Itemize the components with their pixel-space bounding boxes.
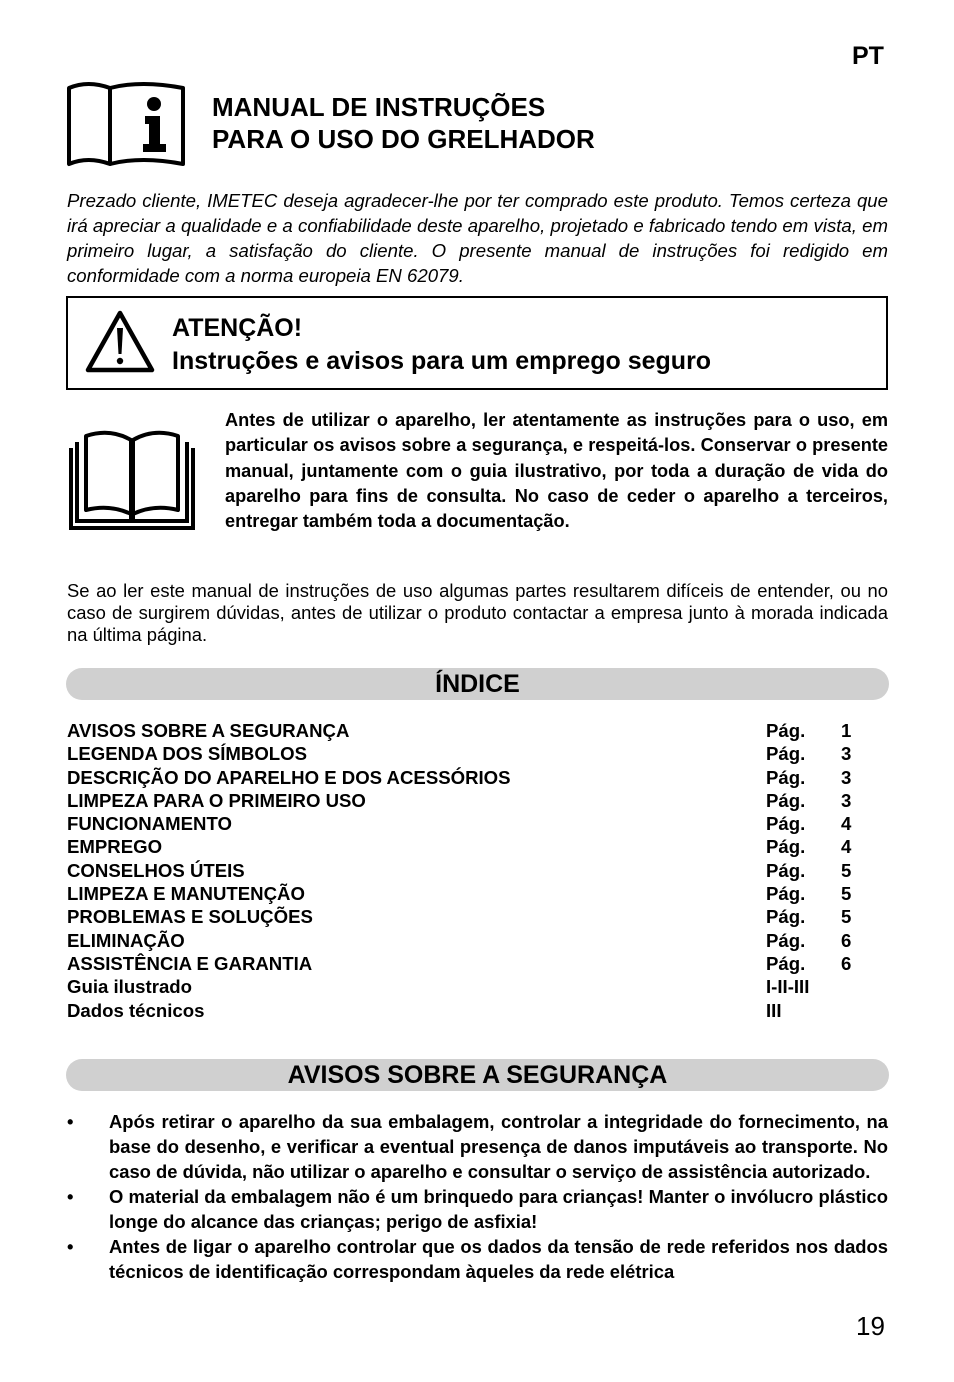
toc-entry [67,882,867,905]
toc-entry-label: CONSELHOS ÚTEIS [67,859,245,881]
bullet-icon: • [67,1186,74,1207]
toc-entry-page-number: 5 [841,883,852,905]
safety-warning-item [67,1234,888,1284]
table-of-contents [67,719,867,1022]
toc-entry-pag: III [766,999,782,1021]
toc-entry-pag: Pág. [766,766,806,788]
safety-warning-item [67,1109,888,1184]
warning-subtitle: Instruções e avisos para um emprego seguro [172,347,712,375]
toc-entry [67,952,867,975]
toc-entry [67,812,867,835]
index-heading: ÍNDICE [66,668,889,700]
toc-entry-pag: I-II-III [766,976,810,998]
toc-entry-label: Dados técnicos [67,999,205,1021]
toc-entry-label: LEGENDA DOS SÍMBOLOS [67,743,308,765]
toc-entry-pag: Pág. [766,743,806,765]
info-manual-icon [66,80,186,168]
toc-entry-pag: Pág. [766,906,806,928]
safety-warning-text: Após retirar o aparelho da sua embalagem, controlar a integridade do fornecimento, na base do desenho, e verificar a eventual presença de danos imputáveis ao transporte. No caso de dúvida, não utilizar o aparelho e consultar o serviço de assistência autorizado. [109,1111,888,1182]
toc-entry-label: DESCRIÇÃO DO APARELHO E DOS ACESSÓRIOS [67,766,511,788]
manual-title [212,91,595,155]
safety-warnings-list [67,1109,888,1284]
toc-entry-pag: Pág. [766,813,806,835]
toc-entry-label: EMPREGO [67,836,163,858]
toc-entry-pag: Pág. [766,789,806,811]
safety-heading: AVISOS SOBRE A SEGURANÇA [66,1059,889,1091]
toc-entry [67,719,867,742]
warning-triangle-icon [84,308,156,374]
bullet-icon: • [67,1111,74,1132]
toc-entry-pag: Pág. [766,952,806,974]
toc-entry-page-number: 6 [841,952,852,974]
toc-entry-pag: Pág. [766,836,806,858]
toc-entry-label: ASSISTÊNCIA E GARANTIA [67,952,313,974]
toc-entry-label: ELIMINAÇÃO [67,929,185,951]
toc-entry-page-number: 3 [841,766,852,788]
toc-entry-label: Guia ilustrado [67,976,193,998]
toc-entry [67,742,867,765]
toc-entry [67,929,867,952]
toc-entry-label: FUNCIONAMENTO [67,813,232,835]
page-number: 19 [856,1311,885,1341]
safety-warning-item [67,1184,888,1234]
toc-entry-label: PROBLEMAS E SOLUÇÕES [67,906,313,928]
open-book-icon [68,428,196,532]
toc-entry-page-number: 5 [841,906,852,928]
toc-entry-label: LIMPEZA E MANUTENÇÃO [67,883,305,905]
toc-entry [67,999,867,1022]
toc-entry-label: LIMPEZA PARA O PRIMEIRO USO [67,789,366,811]
language-code: PT [852,42,884,70]
toc-entry [67,905,867,928]
toc-entry-pag: Pág. [766,859,806,881]
intro-paragraph: Prezado cliente, IMETEC deseja agradecer-lhe por ter comprado este produto. Temos certeza que irá apreciar a qualidade e a confiabilidade deste aparelho, projetado e fabricado tendo em vista, em primeiro lugar, a satisfação do cliente. O presente manual de instruções foi redigido em conformidade com a norma europeia EN 62079. [67,190,888,286]
toc-entry [67,975,867,998]
safety-warning-text: Antes de ligar o aparelho controlar que os dados da tensão de rede referidos nos dados técnicos de identificação correspondam àqueles da rede elétrica [109,1236,888,1282]
toc-entry-label: AVISOS SOBRE A SEGURANÇA [67,720,350,741]
toc-entry-pag: Pág. [766,720,806,741]
toc-entry [67,835,867,858]
warning-title: ATENÇÃO! [172,314,303,342]
toc-entry [67,766,867,789]
toc-entry-page-number: 1 [841,720,852,741]
toc-entry-pag: Pág. [766,883,806,905]
read-instructions-notice: Antes de utilizar o aparelho, ler atentamente as instruções para o uso, em particular os avisos sobre a segurança, e respeitá-los. Conservar o presente manual, juntamente com o guia ilustrativo, por toda a duração de vida do aparelho para fins de consulta. No caso de ceder o aparelho a terceiros, entregar também toda a documentação. [225,410,888,532]
toc-entry-page-number: 4 [841,836,852,858]
toc-entry-page-number: 5 [841,859,852,881]
toc-entry-page-number: 3 [841,789,852,811]
toc-entry-page-number: 3 [841,743,852,765]
safety-warning-text: O material da embalagem não é um brinquedo para crianças! Manter o invólucro plástico longe do alcance das crianças; perigo de asfixia! [109,1186,888,1232]
toc-entry-page-number: 6 [841,929,852,951]
doubts-paragraph: Se ao ler este manual de instruções de uso algumas partes resultarem difíceis de entender, ou no caso de surgirem dúvidas, antes de utilizar o produto contactar a empresa junto à morada indicada na última página. [67,580,888,645]
manual-title-line2: PARA O USO DO GRELHADOR [212,124,595,154]
bullet-icon: • [67,1236,74,1257]
toc-entry-page-number: 4 [841,813,852,835]
toc-entry [67,859,867,882]
toc-entry-pag: Pág. [766,929,806,951]
manual-title-line1: MANUAL DE INSTRUÇÕES [212,92,546,122]
toc-entry [67,789,867,812]
